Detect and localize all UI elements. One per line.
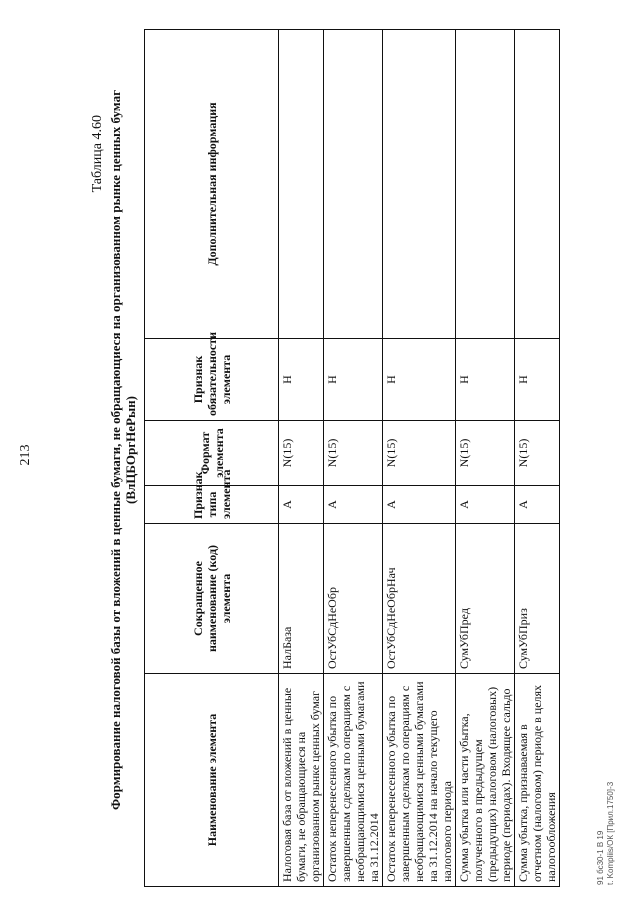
cell-format: N(15) <box>324 421 383 486</box>
archive-stamp-line-1: 91 бс30-1 В 19 <box>596 830 605 885</box>
cell-type: А <box>515 486 560 524</box>
header-element-name: Наименование элемента <box>145 674 279 887</box>
table-row <box>383 30 456 887</box>
cell-type: А <box>324 486 383 524</box>
cell-required: Н <box>324 339 383 421</box>
cell-required: Н <box>279 339 324 421</box>
cell-name: Сумма убытка, признаваемая в отчетном (налоговом) периоде в целях налогообложения <box>515 674 560 887</box>
cell-code: ОстУбСдНеОбр <box>324 524 383 674</box>
cell-format: N(15) <box>515 421 560 486</box>
cell-type: А <box>456 486 515 524</box>
header-additional-info: Дополнительная информация <box>145 30 279 339</box>
cell-required: Н <box>456 339 515 421</box>
table-title-line-2: (ВлЦБОргНеРын) <box>123 396 138 504</box>
table-header-row <box>145 30 279 887</box>
cell-info <box>383 30 456 339</box>
cell-type: А <box>383 486 456 524</box>
cell-name: Остаток неперенесенного убытка по завершенным сделкам по операциям с необращающимися ценными бумагами на 31.12.2014 <box>324 674 383 887</box>
cell-name: Налоговая база от вложений в ценные бумаги, не обращающиеся на организованном рынке ценных бумаг <box>279 674 324 887</box>
cell-info <box>515 30 560 339</box>
cell-type: А <box>279 486 324 524</box>
cell-code: СумУбПриз <box>515 524 560 674</box>
table-row <box>279 30 324 887</box>
archive-stamp-line-2: t. Kompliis/ОК [Прил.1750]-3 <box>606 781 615 885</box>
cell-format: N(15) <box>456 421 515 486</box>
table-number: Таблица 4.60 <box>90 115 105 193</box>
cell-required: Н <box>383 339 456 421</box>
cell-code: НалБаза <box>279 524 324 674</box>
cell-info <box>324 30 383 339</box>
header-element-required: Признак обязательности элемента <box>145 339 279 421</box>
cell-code: ОстУбСдНеОбрНач <box>383 524 456 674</box>
cell-name: Остаток неперенесенного убытка по завершенным сделкам по операциям с необращающимися ценными бумагами на 31.12.2014 на начало текущего налогового периода <box>383 674 456 887</box>
elements-table <box>144 29 560 887</box>
cell-code: СумУбПред <box>456 524 515 674</box>
page-number: 213 <box>18 444 33 466</box>
header-element-type: Признак типа элемента <box>145 486 279 524</box>
cell-info <box>456 30 515 339</box>
table-row <box>324 30 383 887</box>
cell-required: Н <box>515 339 560 421</box>
cell-info <box>279 30 324 339</box>
table-row <box>456 30 515 887</box>
table-row <box>515 30 560 887</box>
header-element-code: Сокращенное наименование (код) элемента <box>145 524 279 674</box>
table-title-line-1: Формирование налоговой базы от вложений в ценные бумаги, не обращающиеся на организованном рынке ценных бумаг <box>108 90 123 810</box>
cell-format: N(15) <box>383 421 456 486</box>
cell-format: N(15) <box>279 421 324 486</box>
header-element-format: Формат элемента <box>145 421 279 486</box>
table-title <box>108 55 138 845</box>
cell-name: Сумма убытка или части убытка, полученного в предыдущем (предыдущих) налоговом (налоговых) периоде (периодах). Входящее сальдо <box>456 674 515 887</box>
archive-stamp <box>596 782 616 885</box>
